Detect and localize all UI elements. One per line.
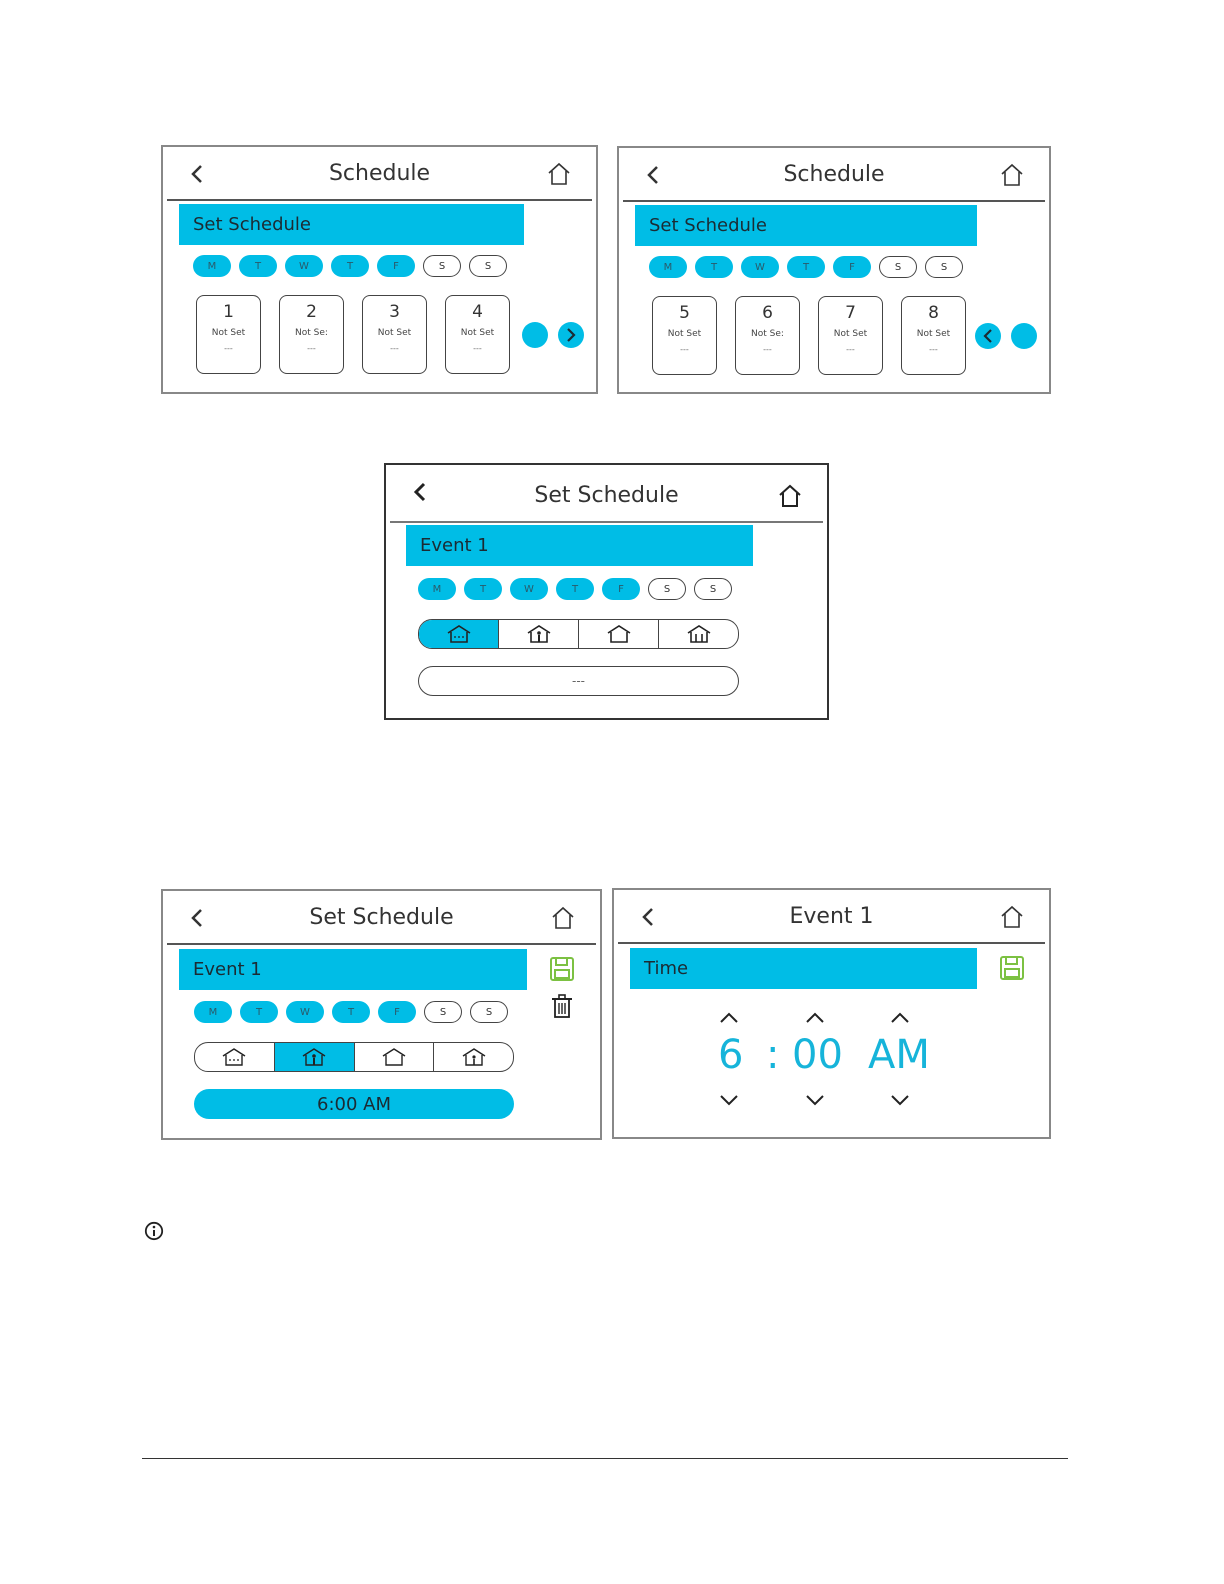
- time-field[interactable]: 6:00 AM: [194, 1089, 514, 1119]
- day-friday[interactable]: F: [378, 1001, 416, 1023]
- event-slot-2[interactable]: [279, 295, 344, 374]
- slot-status: Not Se:: [751, 329, 784, 339]
- sleep-home-icon: [686, 624, 712, 644]
- event-slot-5[interactable]: [652, 296, 717, 375]
- ampm-up-icon[interactable]: [889, 1011, 911, 1025]
- mode-selector: [194, 1042, 514, 1072]
- slot-number: 4: [472, 302, 483, 322]
- day-tuesday[interactable]: T: [239, 255, 277, 277]
- schedule-screen-1: [161, 145, 598, 394]
- header-divider: [167, 943, 596, 945]
- sleep-home-icon: [461, 1047, 487, 1067]
- slot-time: ---: [846, 345, 855, 354]
- minute-up-icon[interactable]: [804, 1011, 826, 1025]
- day-tuesday[interactable]: T: [240, 1001, 278, 1023]
- slot-status: Not Set: [916, 329, 951, 339]
- day-selector: [194, 1001, 508, 1023]
- day-selector: [649, 256, 963, 278]
- day-tuesday[interactable]: T: [464, 578, 502, 600]
- slot-status: Not Set: [377, 328, 412, 338]
- home-icon[interactable]: [546, 161, 572, 187]
- day-friday[interactable]: F: [833, 256, 871, 278]
- section-band: Set Schedule: [179, 204, 524, 245]
- save-icon[interactable]: [999, 955, 1025, 981]
- time-separator: :: [766, 1032, 780, 1078]
- home-icon: [606, 624, 632, 644]
- slot-time: ---: [929, 345, 938, 354]
- day-thursday[interactable]: T: [787, 256, 825, 278]
- day-sunday[interactable]: S: [925, 256, 963, 278]
- home-person-icon: [301, 1047, 327, 1067]
- mode-selector: [418, 619, 739, 649]
- header: [619, 148, 1049, 200]
- header-divider: [167, 199, 592, 201]
- day-tuesday[interactable]: T: [695, 256, 733, 278]
- trash-icon[interactable]: [549, 993, 575, 1019]
- prev-page-button[interactable]: [975, 323, 1001, 349]
- save-icon[interactable]: [549, 956, 575, 982]
- day-saturday[interactable]: S: [424, 1001, 462, 1023]
- event-slot-6[interactable]: [735, 296, 800, 375]
- event-slot-3[interactable]: [362, 295, 427, 374]
- header: [386, 465, 827, 517]
- home-icon[interactable]: [777, 483, 803, 509]
- day-monday[interactable]: M: [649, 256, 687, 278]
- slot-status: Not Set: [460, 328, 495, 338]
- header: [614, 890, 1049, 942]
- next-page-button[interactable]: [1011, 323, 1037, 349]
- prev-page-button[interactable]: [522, 322, 548, 348]
- slot-status: Not Set: [211, 328, 246, 338]
- slot-time: ---: [224, 344, 233, 353]
- day-wednesday[interactable]: W: [741, 256, 779, 278]
- slot-number: 5: [679, 303, 690, 323]
- section-band: Set Schedule: [635, 205, 977, 246]
- home-icon[interactable]: [550, 905, 576, 931]
- day-wednesday[interactable]: W: [510, 578, 548, 600]
- day-thursday[interactable]: T: [331, 255, 369, 277]
- home-icon[interactable]: [999, 162, 1025, 188]
- screen-title: Set Schedule: [534, 483, 679, 508]
- set-schedule-screen-empty: [384, 463, 829, 720]
- header: [163, 147, 596, 199]
- day-monday[interactable]: M: [194, 1001, 232, 1023]
- away-home-icon: [446, 624, 472, 644]
- day-selector: [193, 255, 507, 277]
- day-friday[interactable]: F: [602, 578, 640, 600]
- home-icon: [381, 1047, 407, 1067]
- section-band: Event 1: [406, 525, 753, 566]
- slot-time: ---: [680, 345, 689, 354]
- day-saturday[interactable]: S: [879, 256, 917, 278]
- slot-time: ---: [763, 345, 772, 354]
- day-thursday[interactable]: T: [332, 1001, 370, 1023]
- next-page-button[interactable]: [558, 322, 584, 348]
- slot-number: 2: [306, 302, 317, 322]
- day-wednesday[interactable]: W: [286, 1001, 324, 1023]
- time-field[interactable]: ---: [418, 666, 739, 696]
- event-slot-7[interactable]: [818, 296, 883, 375]
- footer-divider: [142, 1458, 1068, 1459]
- screen-title: Event 1: [789, 904, 874, 929]
- mode-sleep[interactable]: [433, 1043, 513, 1071]
- slot-number: 6: [762, 303, 773, 323]
- away-home-icon: [221, 1047, 247, 1067]
- day-monday[interactable]: M: [193, 255, 231, 277]
- day-monday[interactable]: M: [418, 578, 456, 600]
- mode-away[interactable]: [195, 1043, 274, 1071]
- event-slot-8[interactable]: [901, 296, 966, 375]
- event-slots: [196, 295, 510, 374]
- header: [163, 891, 600, 943]
- mode-home[interactable]: [274, 1043, 354, 1071]
- day-wednesday[interactable]: W: [285, 255, 323, 277]
- day-sunday[interactable]: S: [470, 1001, 508, 1023]
- minute-down-icon[interactable]: [804, 1093, 826, 1107]
- slot-time: ---: [473, 344, 482, 353]
- event-slot-1[interactable]: [196, 295, 261, 374]
- day-selector: [418, 578, 732, 600]
- mode-away[interactable]: [419, 620, 498, 648]
- home-icon[interactable]: [999, 904, 1025, 930]
- ampm-value: AM: [868, 1032, 930, 1078]
- event-time-screen: [612, 888, 1051, 1139]
- day-sunday[interactable]: S: [694, 578, 732, 600]
- screen-title: Set Schedule: [309, 905, 454, 930]
- slot-status: Not Set: [833, 329, 868, 339]
- slot-time: ---: [390, 344, 399, 353]
- slot-status: Not Se:: [295, 328, 328, 338]
- hour-value: 6: [718, 1032, 744, 1078]
- header-divider: [623, 200, 1045, 202]
- slot-number: 1: [223, 302, 234, 322]
- screen-title: Schedule: [328, 161, 431, 186]
- mode-sleep[interactable]: [658, 620, 738, 648]
- day-thursday[interactable]: T: [556, 578, 594, 600]
- chevron-left-icon: [981, 329, 995, 343]
- slot-status: Not Set: [667, 329, 702, 339]
- hour-up-icon[interactable]: [718, 1011, 740, 1025]
- chevron-right-icon: [564, 328, 578, 342]
- info-icon: [144, 1221, 164, 1241]
- slot-time: ---: [307, 344, 316, 353]
- ampm-down-icon[interactable]: [889, 1093, 911, 1107]
- schedule-screen-2: [617, 146, 1051, 394]
- mode-home[interactable]: [498, 620, 578, 648]
- day-sunday[interactable]: S: [469, 255, 507, 277]
- event-slot-4[interactable]: [445, 295, 510, 374]
- mode-out[interactable]: [578, 620, 658, 648]
- hour-down-icon[interactable]: [718, 1093, 740, 1107]
- day-friday[interactable]: F: [377, 255, 415, 277]
- screen-title: Schedule: [783, 162, 885, 187]
- set-schedule-screen-filled: [161, 889, 602, 1140]
- slot-number: 7: [845, 303, 856, 323]
- mode-out[interactable]: [354, 1043, 434, 1071]
- section-band: Event 1: [179, 949, 527, 990]
- header-divider: [390, 521, 823, 523]
- minute-value: 00: [792, 1032, 843, 1078]
- slot-number: 8: [928, 303, 939, 323]
- header-divider: [618, 942, 1045, 944]
- day-saturday[interactable]: S: [648, 578, 686, 600]
- event-slots: [652, 296, 966, 375]
- slot-number: 3: [389, 302, 400, 322]
- day-saturday[interactable]: S: [423, 255, 461, 277]
- home-person-icon: [526, 624, 552, 644]
- section-band: Time: [630, 948, 977, 989]
